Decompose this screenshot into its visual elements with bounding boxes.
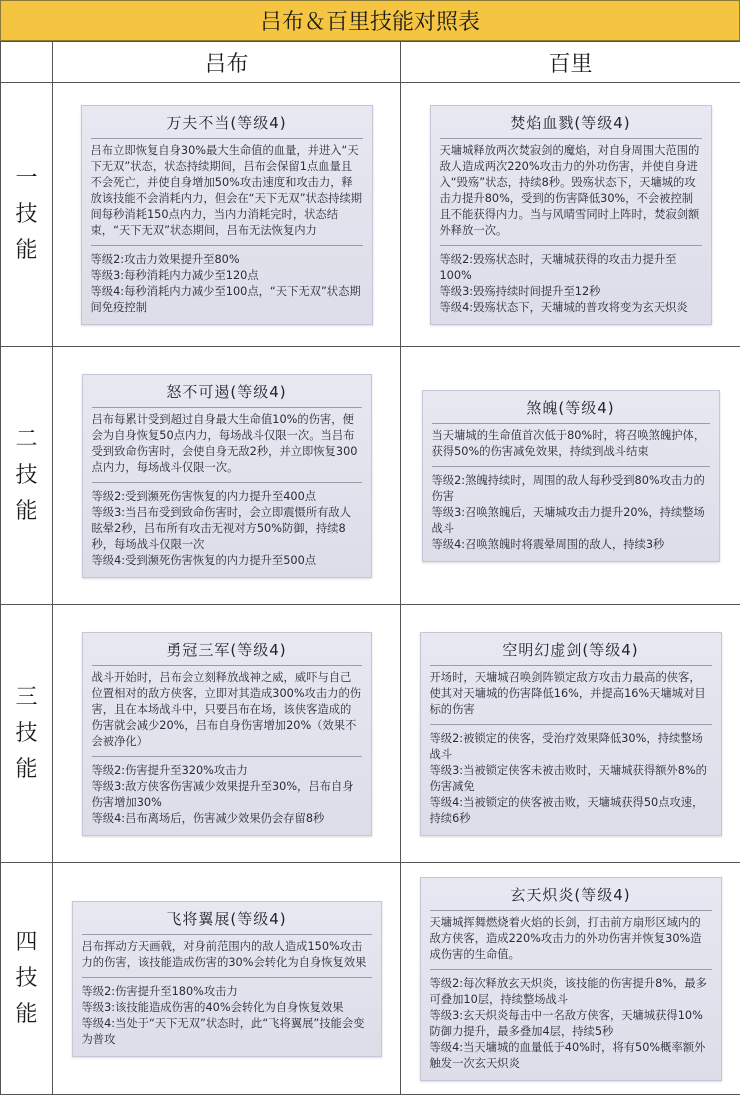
level-line: 等级2:伤害提升至180%攻击力 <box>82 984 372 1000</box>
skill-description: 吕布挥动方天画戟，对身前范围内的敌人造成150%攻击力的伤害，该技能造成伤害的30%会转化为自身恢复效果 <box>82 939 372 978</box>
lubu-skill-cell-1 <box>53 83 401 347</box>
baili-skill-cell-1 <box>401 83 740 347</box>
skill-name: 玄天炽炎(等级4) <box>430 884 712 911</box>
row-label-4: 四 技 能 <box>1 863 53 1095</box>
skill-name: 煞魄(等级4) <box>432 397 710 424</box>
baili-skill-cell-3 <box>401 605 740 863</box>
level-line: 等级4:受到濒死伤害恢复的内力提升至500点 <box>92 553 362 569</box>
level-line: 等级2:被锁定的侠客，受治疗效果降低30%，持续整场战斗 <box>430 731 712 763</box>
skill-levels <box>92 489 362 569</box>
row-label-1: 一 技 能 <box>1 83 53 347</box>
skill-name: 飞将翼展(等级4) <box>82 908 372 935</box>
skill-description: 当天墉城的生命值首次低于80%时，将召唤煞魄护体，获得50%的伤害减免效果，持续到战斗结束 <box>432 428 710 467</box>
baili-skill-cell-4 <box>401 863 740 1095</box>
baili-skill-cell-2 <box>401 347 740 605</box>
skill-name: 怒不可遏(等级4) <box>92 381 362 408</box>
skill-card <box>82 374 372 578</box>
level-line: 等级2:攻击力效果提升至80% <box>91 252 363 268</box>
skill-card <box>81 105 373 325</box>
level-line: 等级3:召唤煞魄后，天墉城攻击力提升20%，持续整场战斗 <box>432 505 710 537</box>
level-line: 等级3:每秒消耗内力减少至120点 <box>91 268 363 284</box>
level-line: 等级2:毁殇状态时，天墉城获得的攻击力提升至100% <box>440 252 702 284</box>
comparison-table <box>0 41 740 1095</box>
skill-levels <box>440 252 702 316</box>
skill-row-1 <box>1 83 740 347</box>
skill-description: 天墉城挥舞燃烧着火焰的长剑，打击前方扇形区域内的敌方侠客，造成220%攻击力的外功伤害并恢复30%造成伤害的生命值。 <box>430 915 712 970</box>
skill-row-4 <box>1 863 740 1095</box>
skill-name: 焚焰血戮(等级4) <box>440 112 702 139</box>
level-line: 等级3:当被锁定侠客未被击败时，天墉城获得额外8%的伤害减免 <box>430 763 712 795</box>
level-line: 等级3:毁殇持续时间提升至12秒 <box>440 284 702 300</box>
skill-card <box>420 877 722 1081</box>
level-line: 等级4:当被锁定的侠客被击败，天墉城获得50点攻速，持续6秒 <box>430 795 712 827</box>
level-line: 等级3:该技能造成伤害的40%会转化为自身恢复效果 <box>82 1000 372 1016</box>
corner-cell <box>1 42 53 83</box>
skill-description: 吕布每累计受到超过自身最大生命值10%的伤害，便会为自身恢复50点内力，每场战斗仅限一次。当吕布受到致命伤害时，会使自身无敌2秒，并立即恢复300点内力，每场战斗仅限一次。 <box>92 412 362 483</box>
lubu-skill-cell-2 <box>53 347 401 605</box>
skill-row-2 <box>1 347 740 605</box>
skill-levels <box>430 976 712 1072</box>
skill-levels <box>432 473 710 553</box>
row-label-3: 三 技 能 <box>1 605 53 863</box>
level-line: 等级4:当处于“天下无双”状态时，此“飞将翼展”技能会变为普攻 <box>82 1016 372 1048</box>
skill-levels <box>92 763 362 827</box>
skill-levels <box>430 731 712 827</box>
skill-description: 开场时，天墉城召唤剑阵锁定敌方攻击力最高的侠客，使其对天墉城的伤害降低16%，并提高16%天墉城对目标的伤害 <box>430 670 712 725</box>
level-line: 等级3:敌方侠客伤害减少效果提升至30%，吕布自身伤害增加30% <box>92 779 362 811</box>
level-line: 等级4:召唤煞魄时将震晕周围的敌人，持续3秒 <box>432 537 710 553</box>
level-line: 等级3:当吕布受到致命伤害时，会立即震慑所有敌人眩晕2秒，吕布所有攻击无视对方50%防御，持续8秒，每场战斗仅限一次 <box>92 505 362 553</box>
skill-levels <box>82 984 372 1048</box>
skill-name: 空明幻虚剑(等级4) <box>430 639 712 666</box>
level-line: 等级4:当天墉城的血量低于40%时，将有50%概率额外触发一次玄天炽炎 <box>430 1040 712 1072</box>
level-line: 等级4:每秒消耗内力减少至100点，“天下无双”状态期间免疫控制 <box>91 284 363 316</box>
row-label-2: 二 技 能 <box>1 347 53 605</box>
skill-description: 吕布立即恢复自身30%最大生命值的血量，并进入“天下无双”状态，状态持续期间，吕布会保留1点血量且不会死亡，并使自身增加50%攻击速度和攻击力，释放该技能不会消耗内力，但会在“天下无双”状态持续期间每秒消耗150点内力，当内力消耗完时，状态结束，“天下无双”状态期间，吕布无法恢复内力 <box>91 143 363 246</box>
level-line: 等级2:受到濒死伤害恢复的内力提升至400点 <box>92 489 362 505</box>
skill-name: 万夫不当(等级4) <box>91 112 363 139</box>
level-line: 等级4:毁殇状态下，天墉城的普攻将变为玄天炽炎 <box>440 300 702 316</box>
column-header-lubu: 吕布 <box>53 42 401 83</box>
skill-levels <box>91 252 363 316</box>
header-row <box>1 42 740 83</box>
level-line: 等级2:每次释放玄天炽炎，该技能的伤害提升8%，最多可叠加10层，持续整场战斗 <box>430 976 712 1008</box>
skill-card <box>422 390 720 562</box>
level-line: 等级2:煞魄持续时，周围的敌人每秒受到80%攻击力的伤害 <box>432 473 710 505</box>
skill-row-3 <box>1 605 740 863</box>
skill-card <box>430 105 712 325</box>
level-line: 等级3:玄天炽炎每击中一名敌方侠客，天墉城获得10%防御力提升，最多叠加4层，持续5秒 <box>430 1008 712 1040</box>
column-header-baili: 百里 <box>401 42 740 83</box>
level-line: 等级2:伤害提升至320%攻击力 <box>92 763 362 779</box>
skill-name: 勇冠三军(等级4) <box>92 639 362 666</box>
level-line: 等级4:吕布离场后，伤害减少效果仍会存留8秒 <box>92 811 362 827</box>
skill-description: 战斗开始时，吕布会立刻释放战神之威，威吓与自己位置相对的敌方侠客，立即对其造成300%攻击力的伤害，且在本场战斗中，只要吕布在场，该侠客造成的伤害就会减少20%，吕布自身伤害增加20%（效果不会被净化） <box>92 670 362 757</box>
lubu-skill-cell-3 <box>53 605 401 863</box>
skill-description: 天墉城释放两次焚寂剑的魔焰，对自身周围大范围的敌人造成两次220%攻击力的外功伤害，并使自身进入“毁殇”状态，持续8秒。毁殇状态下，天墉城的攻击力提升80%，受到的伤害降低30%，不会被控制且不能获得内力。当与风晴雪同时上阵时，焚寂剑额外释放一次。 <box>440 143 702 246</box>
skill-card <box>72 901 382 1057</box>
lubu-skill-cell-4 <box>53 863 401 1095</box>
skill-card <box>420 632 722 836</box>
skill-card <box>82 632 372 836</box>
sheet-title: 吕布＆百里技能对照表 <box>0 0 740 41</box>
